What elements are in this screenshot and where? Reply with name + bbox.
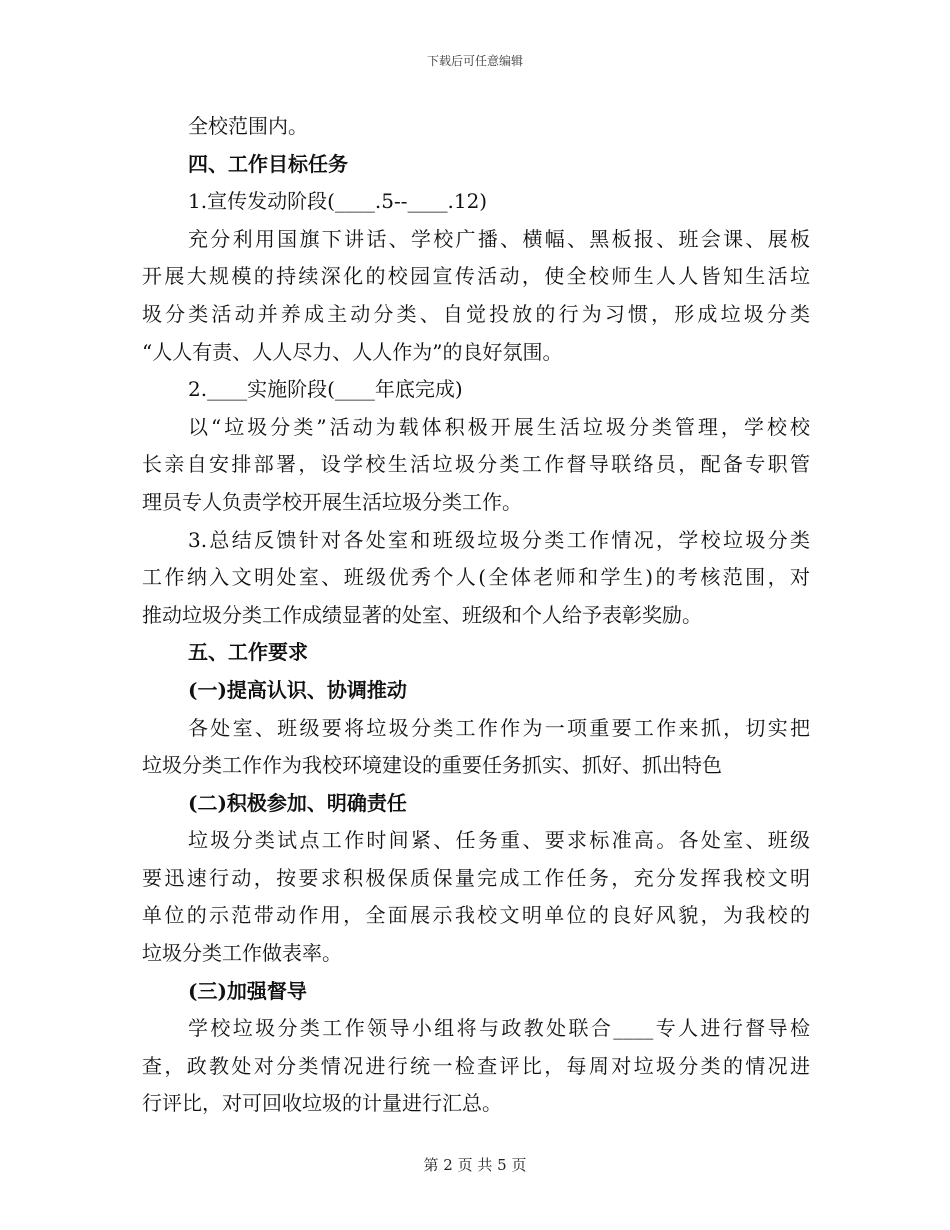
paragraph-continuation: 全校范围内。 — [188, 114, 308, 138]
page-number: 第 2 页 共 5 页 — [423, 1156, 527, 1174]
paragraph-line: 要迅速行动，按要求积极保质保量完成工作任务，充分发挥我校文明 — [142, 865, 810, 890]
section-heading-5: 五、工作要求 — [188, 640, 308, 665]
paragraph-line: 充分利用国旗下讲话、学校广播、横幅、黑板报、班会课、展板 — [188, 226, 810, 251]
subsection-heading-2: (二)积极参加、明确责任 — [188, 790, 407, 815]
paragraph-line: 学校垃圾分类工作领导小组将与政教处联合____专人进行督导检 — [188, 1016, 810, 1041]
stage-1-heading: 1.宣传发动阶段(____.5--____.12) — [188, 189, 488, 214]
section-heading-4: 四、工作目标任务 — [188, 151, 348, 176]
paragraph-line: 垃圾分类试点工作时间紧、任务重、要求标准高。各处室、班级 — [188, 828, 810, 853]
paragraph-line: 垃圾分类工作作为我校环境建设的重要任务抓实、抓好、抓出特色 — [142, 753, 722, 778]
stage-3-paragraph: 3.总结反馈针对各处室和班级垃圾分类工作情况，学校垃圾分类 — [188, 527, 810, 552]
subsection-heading-3: (三)加强督导 — [188, 978, 307, 1003]
paragraph-line: 行评比，对可回收垃圾的计量进行汇总。 — [142, 1091, 502, 1116]
document-body — [142, 108, 810, 1123]
paragraph-line: 圾分类活动并养成主动分类、自觉投放的行为习惯，形成垃圾分类 — [142, 301, 810, 326]
paragraph-line: 理员专人负责学校开展生活垃圾分类工作。 — [142, 489, 522, 514]
paragraph-line: “人人有责、人人尽力、人人作为”的良好氛围。 — [142, 339, 563, 364]
paragraph-line: 各处室、班级要将垃圾分类工作作为一项重要工作来抓，切实把 — [188, 715, 810, 740]
subsection-heading-1: (一)提高认识、协调推动 — [188, 677, 407, 702]
paragraph-line: 工作纳入文明处室、班级优秀个人(全体老师和学生)的考核范围，对 — [142, 565, 810, 590]
stage-2-heading: 2.____实施阶段(____年底完成) — [188, 377, 463, 402]
paragraph-line: 查，政教处对分类情况进行统一检查评比，每周对垃圾分类的情况进 — [142, 1053, 810, 1078]
paragraph-line: 推动垃圾分类工作成绩显著的处室、班级和个人给予表彰奖励。 — [142, 602, 702, 627]
page-header: 下载后可任意编辑 — [426, 54, 523, 68]
paragraph-line: 开展大规模的持续深化的校园宣传活动，使全校师生人人皆知生活垃 — [142, 264, 810, 289]
paragraph-line: 以“垃圾分类”活动为载体积极开展生活垃圾分类管理，学校校 — [188, 414, 810, 439]
paragraph-line: 垃圾分类工作做表率。 — [142, 941, 342, 966]
paragraph-line: 长亲自安排部署，设学校生活垃圾分类工作督导联络员，配备专职管 — [142, 452, 810, 477]
paragraph-line: 单位的示范带动作用，全面展示我校文明单位的良好风貌，为我校的 — [142, 903, 810, 928]
